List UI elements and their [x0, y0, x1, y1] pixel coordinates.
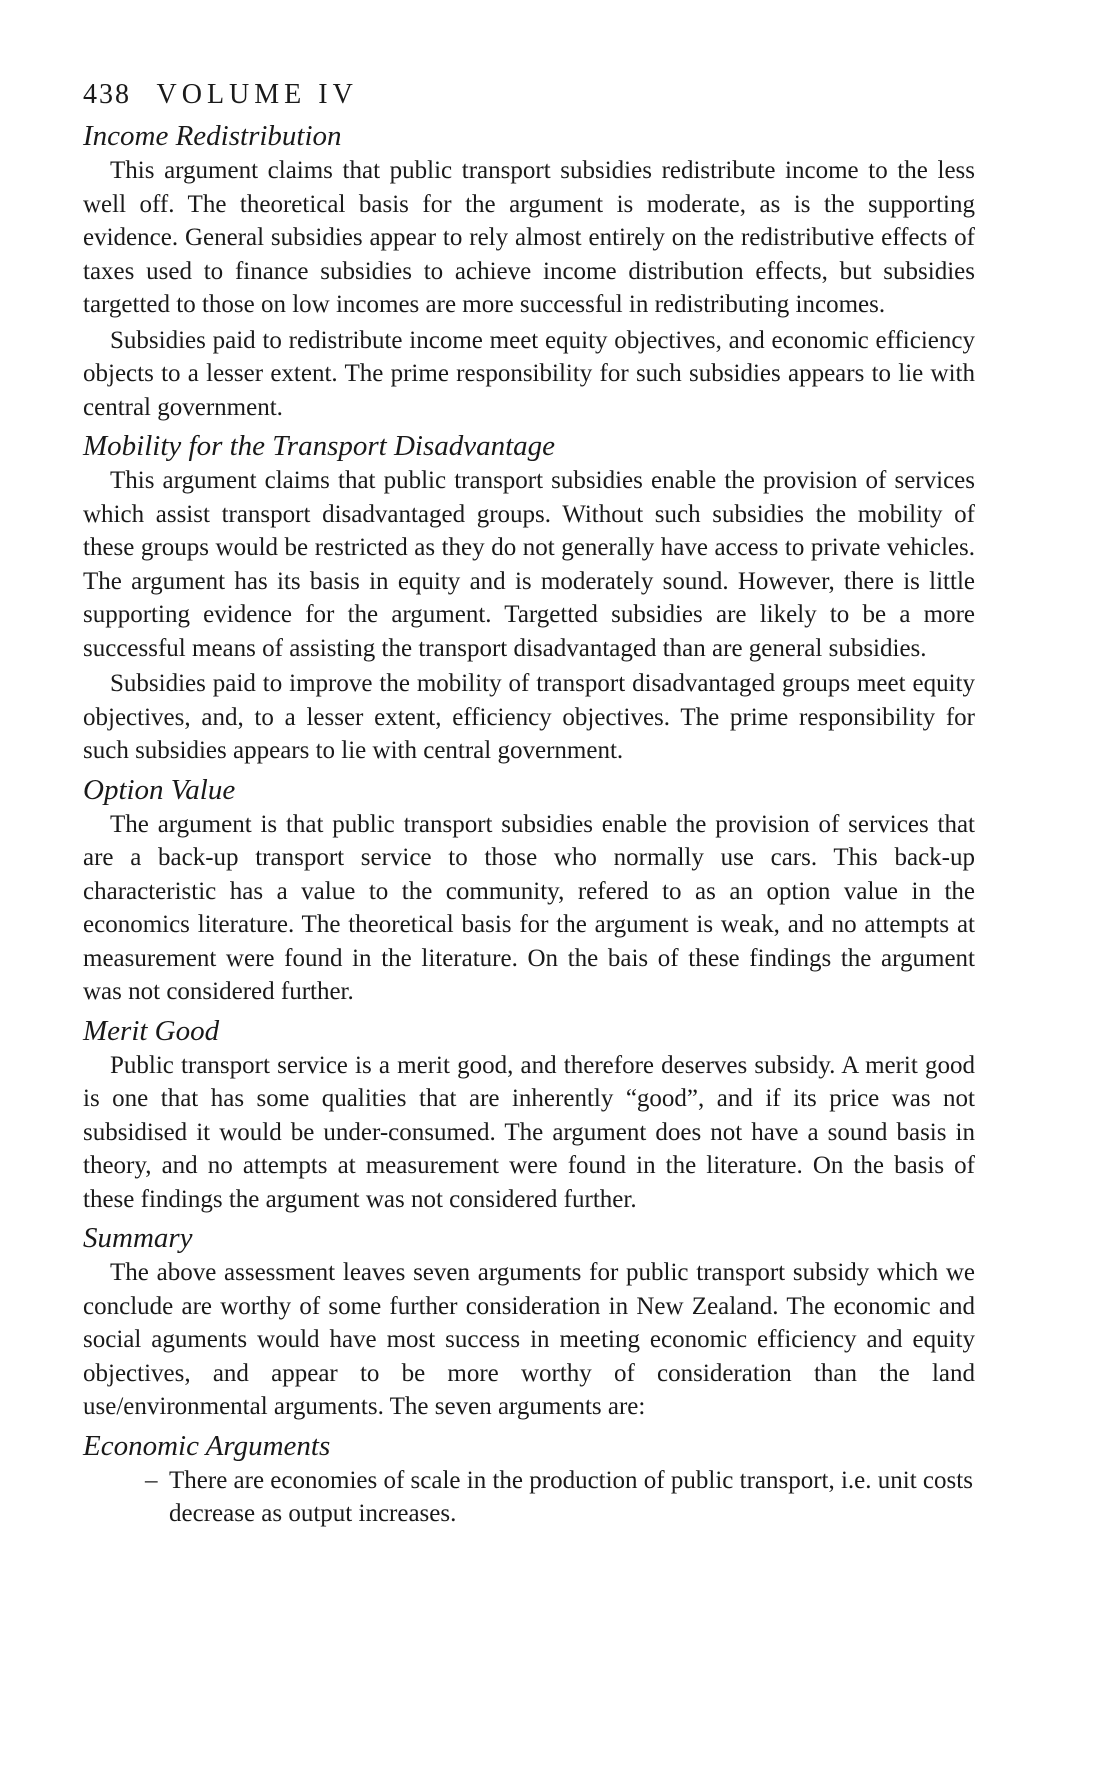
argument-list	[83, 1464, 975, 1531]
section-heading: Merit Good	[83, 1014, 220, 1047]
paragraph: This argument claims that public transport subsidies enable the provision of services which assist transport disadvantaged groups. Without such subsidies the mobility of these groups would be restricted as they do not generally have access to private vehicles. The argument has its basis in equity and is moderately sound. However, there is little supporting evidence for the argument. Targetted subsidies are likely to be a more successful means of assisting the transport disadvantaged than are general subsidies.	[83, 467, 975, 662]
paragraph: Public transport service is a merit good, and therefore deserves subsidy. A merit good is one that has some qualities that are inherently “good”, and if its price was not subsidised it would be under-consumed. The argument does not have a sound basis in theory, and no attempts at measurement were found in the literature. On the basis of these findings the argument was not considered further.	[83, 1051, 975, 1213]
volume-label: VOLUME IV	[156, 79, 358, 110]
paragraph: The argument is that public transport subsidies enable the provision of services that are a back-up transport service to those who normally use cars. This back-up characteristic has a value to the community, refered to as an option value in the economics literature. The theoretical basis for the argument is weak, and no attempts at measurement were found in the literature. On the bais of these findings the argument was not considered further.	[83, 810, 975, 1005]
section-summary	[83, 1220, 975, 1424]
running-head	[83, 78, 975, 112]
section-income-redistribution	[83, 118, 975, 424]
section-heading: Income Redistribution	[83, 120, 342, 152]
section-mobility	[83, 428, 975, 768]
page-number: 438	[83, 79, 131, 110]
section-heading: Summary	[83, 1222, 193, 1254]
dash-bullet: –	[145, 1466, 158, 1494]
section-heading: Economic Arguments	[83, 1429, 331, 1462]
list-item	[145, 1464, 975, 1531]
document-page	[83, 78, 975, 1531]
paragraph: The above assessment leaves seven arguments for public transport subsidy which we conclude are worthy of some further consideration in New Zealand. The economic and social aguments would have most success in meeting economic efficiency and equity objectives, and appear to be more worthy of consideration than the land use/environmental arguments. The seven arguments are:	[83, 1259, 975, 1420]
section-heading: Mobility for the Transport Disadvantage	[83, 430, 556, 462]
section-heading: Option Value	[83, 773, 236, 806]
list-item-text: There are economies of scale in the production of public transport, i.e. unit costs decrease as output increases.	[169, 1466, 973, 1527]
section-merit-good	[83, 1013, 975, 1217]
section-option-value	[83, 772, 975, 1009]
paragraph: Subsidies paid to improve the mobility of transport disadvantaged groups meet equity objectives, and, to a lesser extent, efficiency objectives. The prime responsibility for such subsidies appears to lie with central government.	[83, 670, 975, 764]
paragraph: This argument claims that public transport subsidies redistribute income to the less well off. The theoretical basis for the argument is moderate, as is the supporting evidence. General subsidies appear to rely almost entirely on the redistributive effects of taxes used to finance subsidies to achieve income distribution effects, but subsidies targetted to those on low incomes are more successful in redistributing incomes.	[83, 157, 975, 318]
section-economic-arguments	[83, 1428, 975, 1531]
paragraph: Subsidies paid to redistribute income meet equity objectives, and economic efficiency objects to a lesser extent. The prime responsibility for such subsidies appears to lie with central government.	[83, 326, 975, 421]
